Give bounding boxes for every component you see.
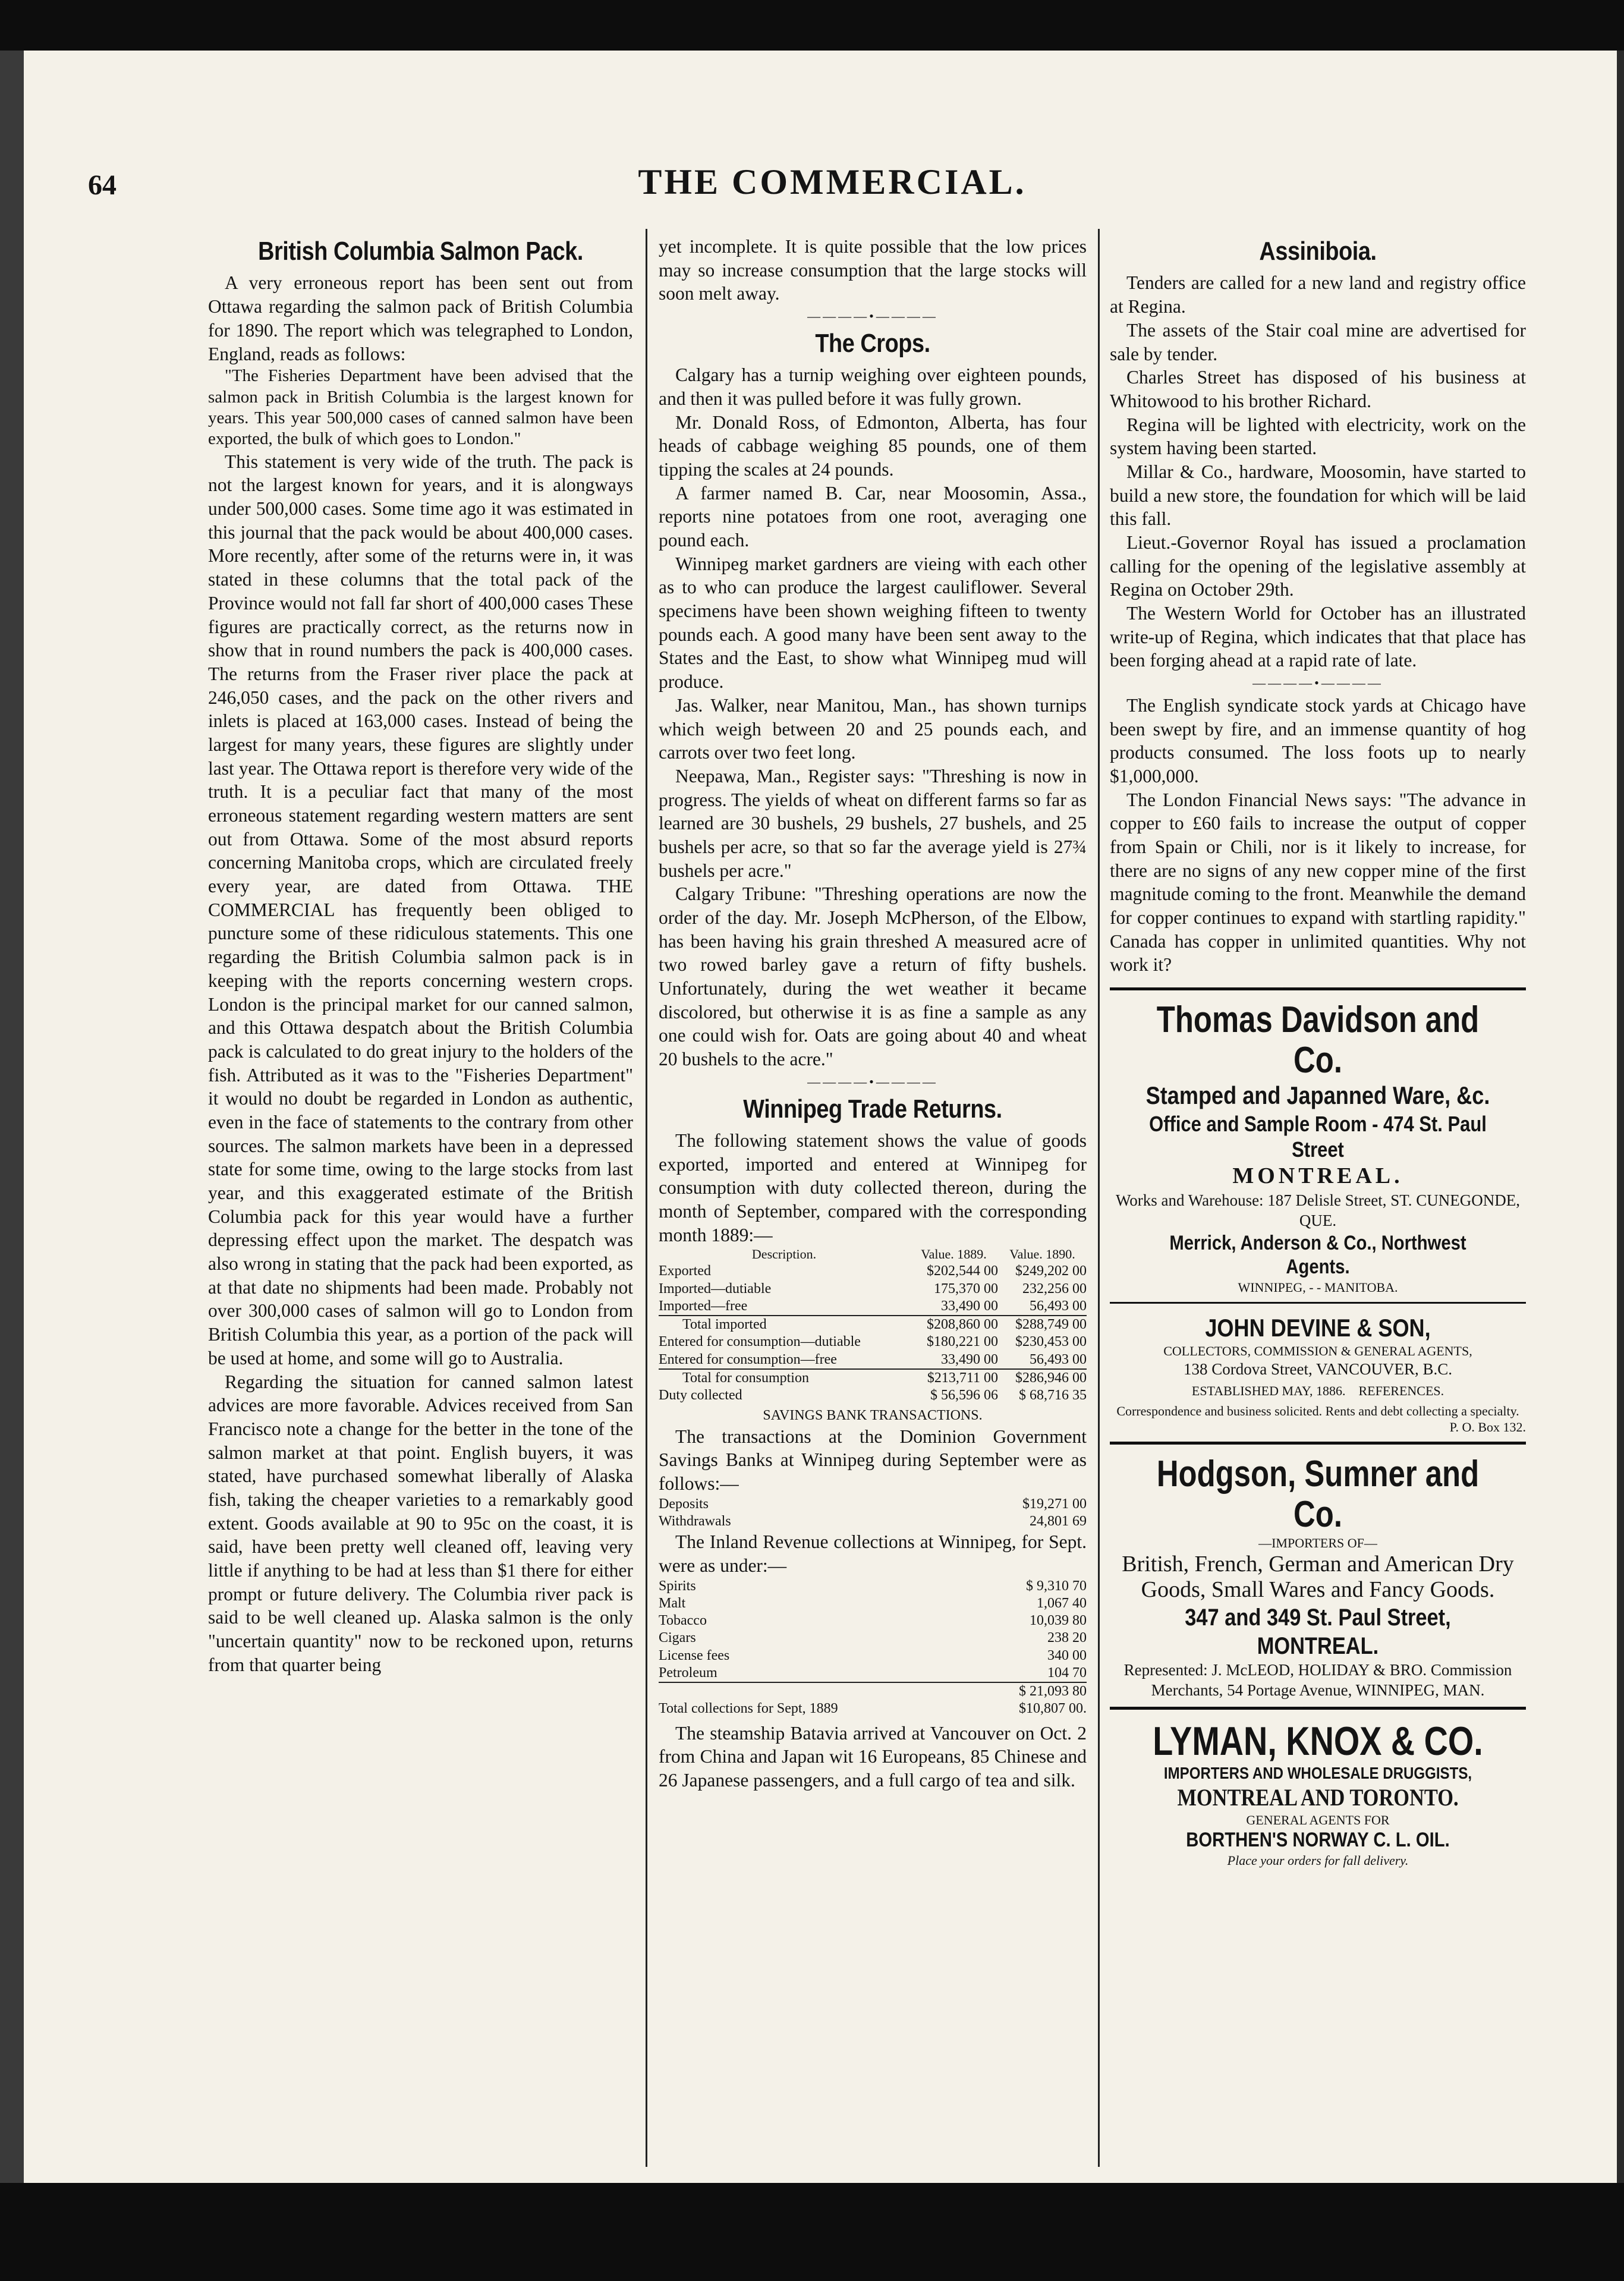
article-heading: Assiniboia. [1259,237,1377,266]
table-row [659,1629,1087,1647]
table-row [659,1578,1087,1595]
scan-right-edge [1617,51,1624,2183]
table-row [659,1595,1087,1612]
paragraph: Regarding the situation for canned salmon latest advices are more favorable. Advices received from San Francisco note a change for the better in the tone of the salmon market at that point. English buyers, it was stated, have purchased somewhat liberally of Alaska fish, taking the cheaper varieties to a remarkably good extent. Goods available at 90 to 95c on the coast, it is said, have been pretty well cleaned off, leaving very little if anything to be had at less than $1 there for either prompt or future delivery. The Columbia river pack is said to be well cleaned up. Alaska salmon is the only "uncertain quantity" now to be reckoned upon, returns from that quarter being [208,1371,633,1675]
scan-bottom-border [0,2183,1624,2281]
paragraph: Calgary has a turnip weighing over eighteen pounds, and then it was pulled before it was fully grown. [659,364,1087,409]
ad-box: P. O. Box 132. [1449,1420,1526,1435]
ad-title: Thomas Davidson and Co. [1156,999,1480,1081]
scan-left-edge [0,51,24,2183]
ad-line: GENERAL AGENTS FOR [1246,1812,1390,1827]
ad-title: JOHN DEVINE & SON, [1205,1313,1431,1342]
table-cell: $ 68,716 35 [1019,1388,1087,1404]
paragraph: The assets of the Stair coal mine are advertised for sale by tender. [1110,319,1526,364]
paragraph: yet incomplete. It is quite possible that the low prices may so increase consumption that the large stocks will soon melt away. [659,236,1087,304]
paragraph: The Inland Revenue collections at Winnipeg, for Sept. were as under:— [659,1531,1087,1576]
table-row [659,1298,1087,1316]
table-cell: Withdrawals [659,1513,731,1529]
table-cell: Imported—free [659,1298,748,1314]
article-heading: The Crops. [815,328,930,358]
table-row [659,1496,1087,1513]
ad-lyman [1110,1707,1526,1875]
table-cell: 56,493 00 [1030,1298,1087,1314]
ad-title: LYMAN, KNOX & CO. [1153,1718,1483,1764]
section-subheading: SAVINGS BANK TRANSACTIONS. [763,1408,983,1424]
table-row [659,1612,1087,1629]
paragraph: The following statement shows the value of goods exported, imported and entered at Winnipeg for consumption with duty collected thereon, during the month of September, compared with the corresponding month 1889:— [659,1130,1087,1245]
table-cell: Cigars [659,1630,696,1646]
ad-hodgson [1110,1442,1526,1707]
table-cell: Duty collected [659,1388,742,1404]
table-row [659,1513,1087,1530]
trade-returns-table [659,1247,1087,1404]
table-cell [659,1682,969,1700]
paragraph: Neepawa, Man., Register says: "Threshing is now in progress. The yields of wheat on different farms so far as learned are 30 bushels, 29 bushels, 27 bushels, and 25 bushels per acre, so that so far the average yield is 27¾ bushels per acre." [659,765,1087,881]
table-cell: Imported—dutiable [659,1280,772,1297]
table-cell: $249,202 00 [1015,1263,1087,1279]
revenue-table [659,1578,1087,1718]
paragraph: Mr. Donald Ross, of Edmonton, Alberta, has four heads of cabbage weighing 85 pounds, one of them tipping the scales at 24 pounds. [659,411,1087,480]
table-cell: License fees [659,1647,730,1663]
table-cell: 232,256 00 [1022,1280,1087,1297]
paragraph: The transactions at the Dominion Government Savings Banks at Winnipeg during September were as follows:— [659,1426,1087,1494]
paragraph: A farmer named B. Car, near Moosomin, Assa., reports nine potatoes from one root, averaging one pound each. [659,482,1087,551]
paragraph: Tenders are called for a new land and registry office at Regina. [1110,272,1526,317]
table-row [659,1700,1087,1717]
table-row [659,1665,1087,1682]
table-cell: Entered for consumption—free [659,1351,837,1367]
ad-line: Stamped and Japanned Ware, &c. [1145,1081,1490,1110]
column-1 [208,235,633,2161]
table-cell: Total imported [682,1317,767,1333]
ad-city: MONTREAL AND TORONTO. [1177,1783,1459,1811]
table-row [659,1316,1087,1333]
ad-line: 138 Cordova Street, VANCOUVER, B.C. [1183,1360,1452,1378]
table-cell: $288,749 00 [1015,1317,1087,1333]
table-cell: $286,946 00 [1015,1370,1087,1386]
ad-references: REFERENCES. [1358,1383,1444,1399]
table-cell: 175,370 00 [934,1280,998,1297]
separator: ————•———— [807,1074,938,1089]
table-cell: 238 20 [1047,1630,1087,1646]
table-cell: 1,067 40 [1037,1595,1087,1611]
ad-product: BORTHEN'S NORWAY C. L. OIL. [1186,1829,1450,1852]
savings-table [659,1496,1087,1531]
table-row [659,1647,1087,1665]
table-cell: Malt [659,1595,686,1611]
article-heading: British Columbia Salmon Pack. [258,237,583,266]
ad-line: Works and Warehouse: 187 Delisle Street, ST. CUNEGONDE, QUE. [1115,1191,1521,1229]
column-3 [1110,235,1526,2161]
ad-line: —IMPORTERS OF— [1258,1536,1377,1551]
ad-city: MONTREAL. [1232,1163,1403,1189]
ad-line: British, French, German and American Dry Goods, Small Wares and Fancy Goods. [1122,1551,1514,1603]
ad-line: Correspondence and business solicited. Rents and debt collecting a specialty. [1116,1403,1519,1418]
ad-devine [1110,1302,1526,1442]
paragraph: This statement is very wide of the truth. The pack is not the largest known for years, and it is alongways under 500,000 cases. Some time ago it was estimated in this journal that the pack would be about 400,000 cases. More recently, after some of the returns were in, it was stated in these columns that the total pack of the Province would not fall far short of 400,000 cases These figures are practically correct, as the returns now in show that in round numbers the pack is 400,000 cases. The returns from the Fraser river place the pack at 246,050 cases, and the pack on the other rivers and inlets is placed at 163,000 cases. Instead of being the largest for many years, these figures are slightly under last year. The Ottawa report is therefore very wide of the truth. It is a peculiar fact that many of the most erroneous statement regarding western matters are sent out from Ottawa. Some of the most absurd reports concerning Manitoba crops, which are circulated freely every year, are dated from Ottawa. THE COMMERCIAL has frequently been obliged to puncture some of these ridiculous statements. This one regarding the British Columbia salmon pack is in keeping with the reports concerning western crops. London is the principal market for our canned salmon, and this Ottawa despatch about the British Columbia pack is calculated to do great injury to the holders of the fish. Attributed as it was to the "Fisheries Department" it would no doubt be regarded in London as authentic, even in the face of statements to the contrary from other sources. The salmon markets have been in a depressed state for some time, owing to the large stocks from last year, and this exaggerated estimate of the British Columbia pack for this year would have a further depressing effect upon the market. The despatch was also wrong in stating that the pack had been exported, as at that date no shipments had been made. Probably not over 300,000 cases of salmon will go to London from British Columbia this year, as a portion of the pack will be used at home, and some will go to Australia. [208,451,633,1368]
column-rule [1098,229,1100,2167]
table-cell: Tobacco [659,1613,707,1629]
separator: ————•———— [1252,675,1383,691]
table-cell: $ 21,093 80 [1019,1684,1087,1700]
ad-line: IMPORTERS AND WHOLESALE DRUGGISTS, [1163,1764,1472,1783]
column-2 [659,235,1087,2161]
paragraph: The steamship Batavia arrived at Vancouver on Oct. 2 from China and Japan wit 16 Europeans, 85 Chinese and 26 Japanese passengers, and a full cargo of tea and silk. [659,1722,1087,1791]
paragraph: The London Financial News says: "The advance in copper to £60 fails to increase the output of copper from Spain or Chili, nor is it likely to increase, for there are no signs of any new copper mine of the first magnitude coming to the front. Meanwhile the demand for copper continues to expand with startling rapidity." Canada has copper in unlimited quantities. Why not work it? [1110,789,1526,976]
table-cell: $180,221 00 [927,1334,998,1350]
table-cell: 104 70 [1047,1665,1087,1681]
ad-line: Place your orders for fall delivery. [1227,1853,1409,1868]
table-header: Description. [751,1247,817,1262]
paragraph: Calgary Tribune: "Threshing operations are now the order of the day. Mr. Joseph McPherson, of the Elbow, has been having his grain threshed A measured acre of two rowed barley gave a return of fifty bushels. Unfortunately, during the wet weather it became discolored, but otherwise it is as fine a sample as any one could wish for. Oats are going about 40 and wheat 20 bushels to the acre." [659,883,1087,1070]
table-header-row [659,1247,1087,1263]
table-row [659,1280,1087,1298]
table-cell: Total collections for Sept, 1889 [659,1701,838,1717]
ad-established: ESTABLISHED MAY, 1886. [1191,1383,1346,1399]
table-cell: Entered for consumption—dutiable [659,1334,861,1350]
paragraph: Winnipeg market gardners are vieing with each other as to who can produce the largest cauliflower. Several specimens have been shown weighing fifteen to twenty pounds each. A good many have been sent away to the States and the East, to show what Winnipeg mud will produce. [659,553,1087,693]
separator: ————•———— [807,309,938,324]
table-row [659,1387,1087,1404]
table-cell: 24,801 69 [1030,1513,1087,1529]
table-cell: $208,860 00 [927,1317,998,1333]
paragraph: A very erroneous report has been sent out from Ottawa regarding the salmon pack of British Columbia for 1890. The report which was telegraphed to London, England, reads as follows: [208,272,633,364]
table-cell: Deposits [659,1496,709,1512]
table-cell: $213,711 00 [927,1370,998,1386]
paragraph: Regina will be lighted with electricity, work on the system having been started. [1110,414,1526,459]
table-cell: Spirits [659,1578,696,1594]
ad-line: Merrick, Anderson & Co., Northwest Agents. [1169,1231,1466,1279]
table-cell: $ 9,310 70 [1026,1578,1087,1594]
ad-address: 347 and 349 St. Paul Street, MONTREAL. [1185,1604,1451,1660]
quote: "The Fisheries Department have been advised that the salmon pack in British Columbia is the largest known for years. This year 500,000 cases of canned salmon have been exported, the bulk of which goes to London." [208,366,633,449]
table-row [659,1333,1087,1351]
table-cell: 56,493 00 [1030,1351,1087,1367]
table-cell: $230,453 00 [1015,1334,1087,1350]
table-row [659,1263,1087,1280]
paragraph: The Western World for October has an illustrated write-up of Regina, which indicates that that place has been forging ahead at a rapid rate of late. [1110,603,1526,671]
ad-davidson [1110,987,1526,1302]
ad-title: Hodgson, Sumner and Co. [1156,1453,1480,1536]
column-rule [646,229,647,2167]
paragraph: Millar & Co., hardware, Moosomin, have started to build a new store, the foundation for which will be laid this fall. [1110,461,1526,530]
scan-top-border [0,0,1624,51]
table-cell: 33,490 00 [941,1351,998,1367]
ad-line: WINNIPEG, - - MANITOBA. [1238,1280,1398,1295]
table-cell: $202,544 00 [927,1263,998,1279]
table-cell: 10,039 80 [1030,1613,1087,1629]
ad-line: Represented: J. McLEOD, HOLIDAY & BRO. Commission Merchants, 54 Portage Avenue, WINNIPEG, MAN. [1123,1661,1512,1699]
paragraph: The English syndicate stock yards at Chicago have been swept by fire, and an immense quantity of hog products consumed. The loss foots up to nearly $1,000,000. [1110,694,1526,786]
masthead: THE COMMERCIAL. [638,162,1027,202]
table-cell: $19,271 00 [1022,1496,1087,1512]
table-cell: 340 00 [1047,1647,1087,1663]
ad-line [1110,1383,1526,1399]
ad-line: Office and Sample Room - 474 St. Paul Street [1149,1111,1487,1162]
table-cell: Petroleum [659,1665,717,1681]
table-cell: $ 56,596 06 [930,1388,998,1404]
paragraph: Charles Street has disposed of his business at Whitowood to his brother Richard. [1110,367,1526,411]
ad-line: COLLECTORS, COMMISSION & GENERAL AGENTS, [1163,1344,1472,1359]
paragraph: Lieut.-Governor Royal has issued a proclamation calling for the opening of the legislative assembly at Regina on October 29th. [1110,532,1526,600]
table-cell: Total for consumption [682,1370,809,1386]
paragraph: Jas. Walker, near Manitou, Man., has shown turnips which weigh between 20 and 25 pounds each, and carrots over two feet long. [659,694,1087,763]
table-cell: 33,490 00 [941,1298,998,1314]
table-header: Value. 1890. [1009,1247,1075,1262]
table-row [659,1682,1087,1700]
table-header: Value. 1889. [921,1247,987,1262]
article-heading: Winnipeg Trade Returns. [743,1094,1002,1124]
page-number: 64 [88,169,117,201]
table-cell: $10,807 00. [1019,1701,1087,1717]
table-cell: Exported [659,1263,711,1279]
table-row [659,1369,1087,1387]
table-row [659,1351,1087,1369]
